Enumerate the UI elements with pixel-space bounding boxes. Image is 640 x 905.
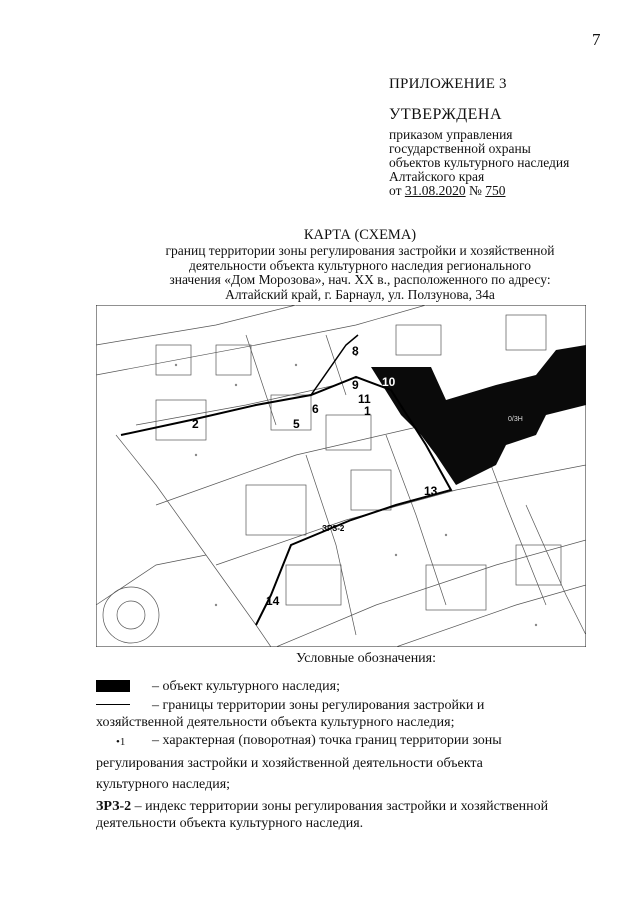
order-date-line: от 31.08.2020 № 750	[389, 183, 506, 198]
order-number: 750	[485, 183, 506, 198]
legend-point-1: – характерная (поворотная) точка границ территории зоны	[152, 733, 502, 748]
order-line: объектов культурного наследия	[389, 155, 570, 170]
subtitle-line: границ территории зоны регулирования застройки и хозяйственной	[165, 243, 555, 258]
point-label: 13	[424, 484, 438, 498]
zone-code: ЗРЗ-2	[96, 799, 132, 814]
legend-zone-2: деятельности объекта культурного наследия.	[96, 816, 364, 831]
page-number: 7	[592, 30, 601, 49]
zone-label: ЗРЗ-2	[322, 524, 345, 533]
legend-point-3: культурного наследия;	[96, 777, 231, 792]
point-label: 1	[364, 404, 371, 418]
subtitle-line: деятельности объекта культурного наследия регионального	[189, 257, 531, 273]
approval-order	[389, 128, 569, 198]
subtitle-line: Алтайский край, г. Барнаул, ул. Ползунова, 34а	[225, 286, 495, 302]
approved-label: УТВЕРЖДЕНА	[389, 106, 503, 123]
cadastral-map	[96, 305, 586, 647]
order-line: приказом управления	[389, 127, 513, 142]
point-label: 11	[358, 392, 371, 406]
point-label: 10	[382, 375, 396, 389]
map-title: КАРТА (СХЕМА)	[303, 227, 417, 243]
order-date: 31.08.2020	[404, 183, 466, 198]
map-subtitle	[90, 244, 630, 302]
heritage-object-building	[571, 350, 586, 390]
point-label: 14	[266, 594, 280, 608]
point-marker: •1	[116, 736, 126, 748]
legend-boundary-1: – границы территории зоны регулирования застройки и	[152, 698, 485, 713]
point-label: 6	[312, 402, 319, 416]
order-line: государственной охраны	[389, 141, 531, 156]
legend-zone-1: ЗРЗ-2 – индекс территории зоны регулирования застройки и хозяйственной	[96, 799, 549, 814]
legend-title: Условные обозначения:	[295, 651, 437, 666]
heritage-swatch	[96, 680, 130, 692]
point-label: 2	[192, 417, 199, 431]
subtitle-line: значения «Дом Морозова», нач. XX в., расположенного по адресу:	[169, 272, 551, 287]
appendix-label: ПРИЛОЖЕНИЕ 3	[389, 76, 507, 92]
point-label: 5	[293, 417, 300, 431]
order-line: Алтайского края	[389, 169, 485, 184]
legend-heritage: – объект культурного наследия;	[152, 679, 340, 694]
point-label: 8	[352, 344, 359, 358]
legend-boundary-2: хозяйственной деятельности объекта культурного наследия;	[96, 715, 455, 730]
building-label: 0/3Н	[508, 416, 523, 423]
boundary-swatch	[96, 704, 130, 705]
point-label: 9	[352, 378, 359, 392]
legend-point-2: регулирования застройки и хозяйственной деятельности объекта	[96, 756, 483, 771]
